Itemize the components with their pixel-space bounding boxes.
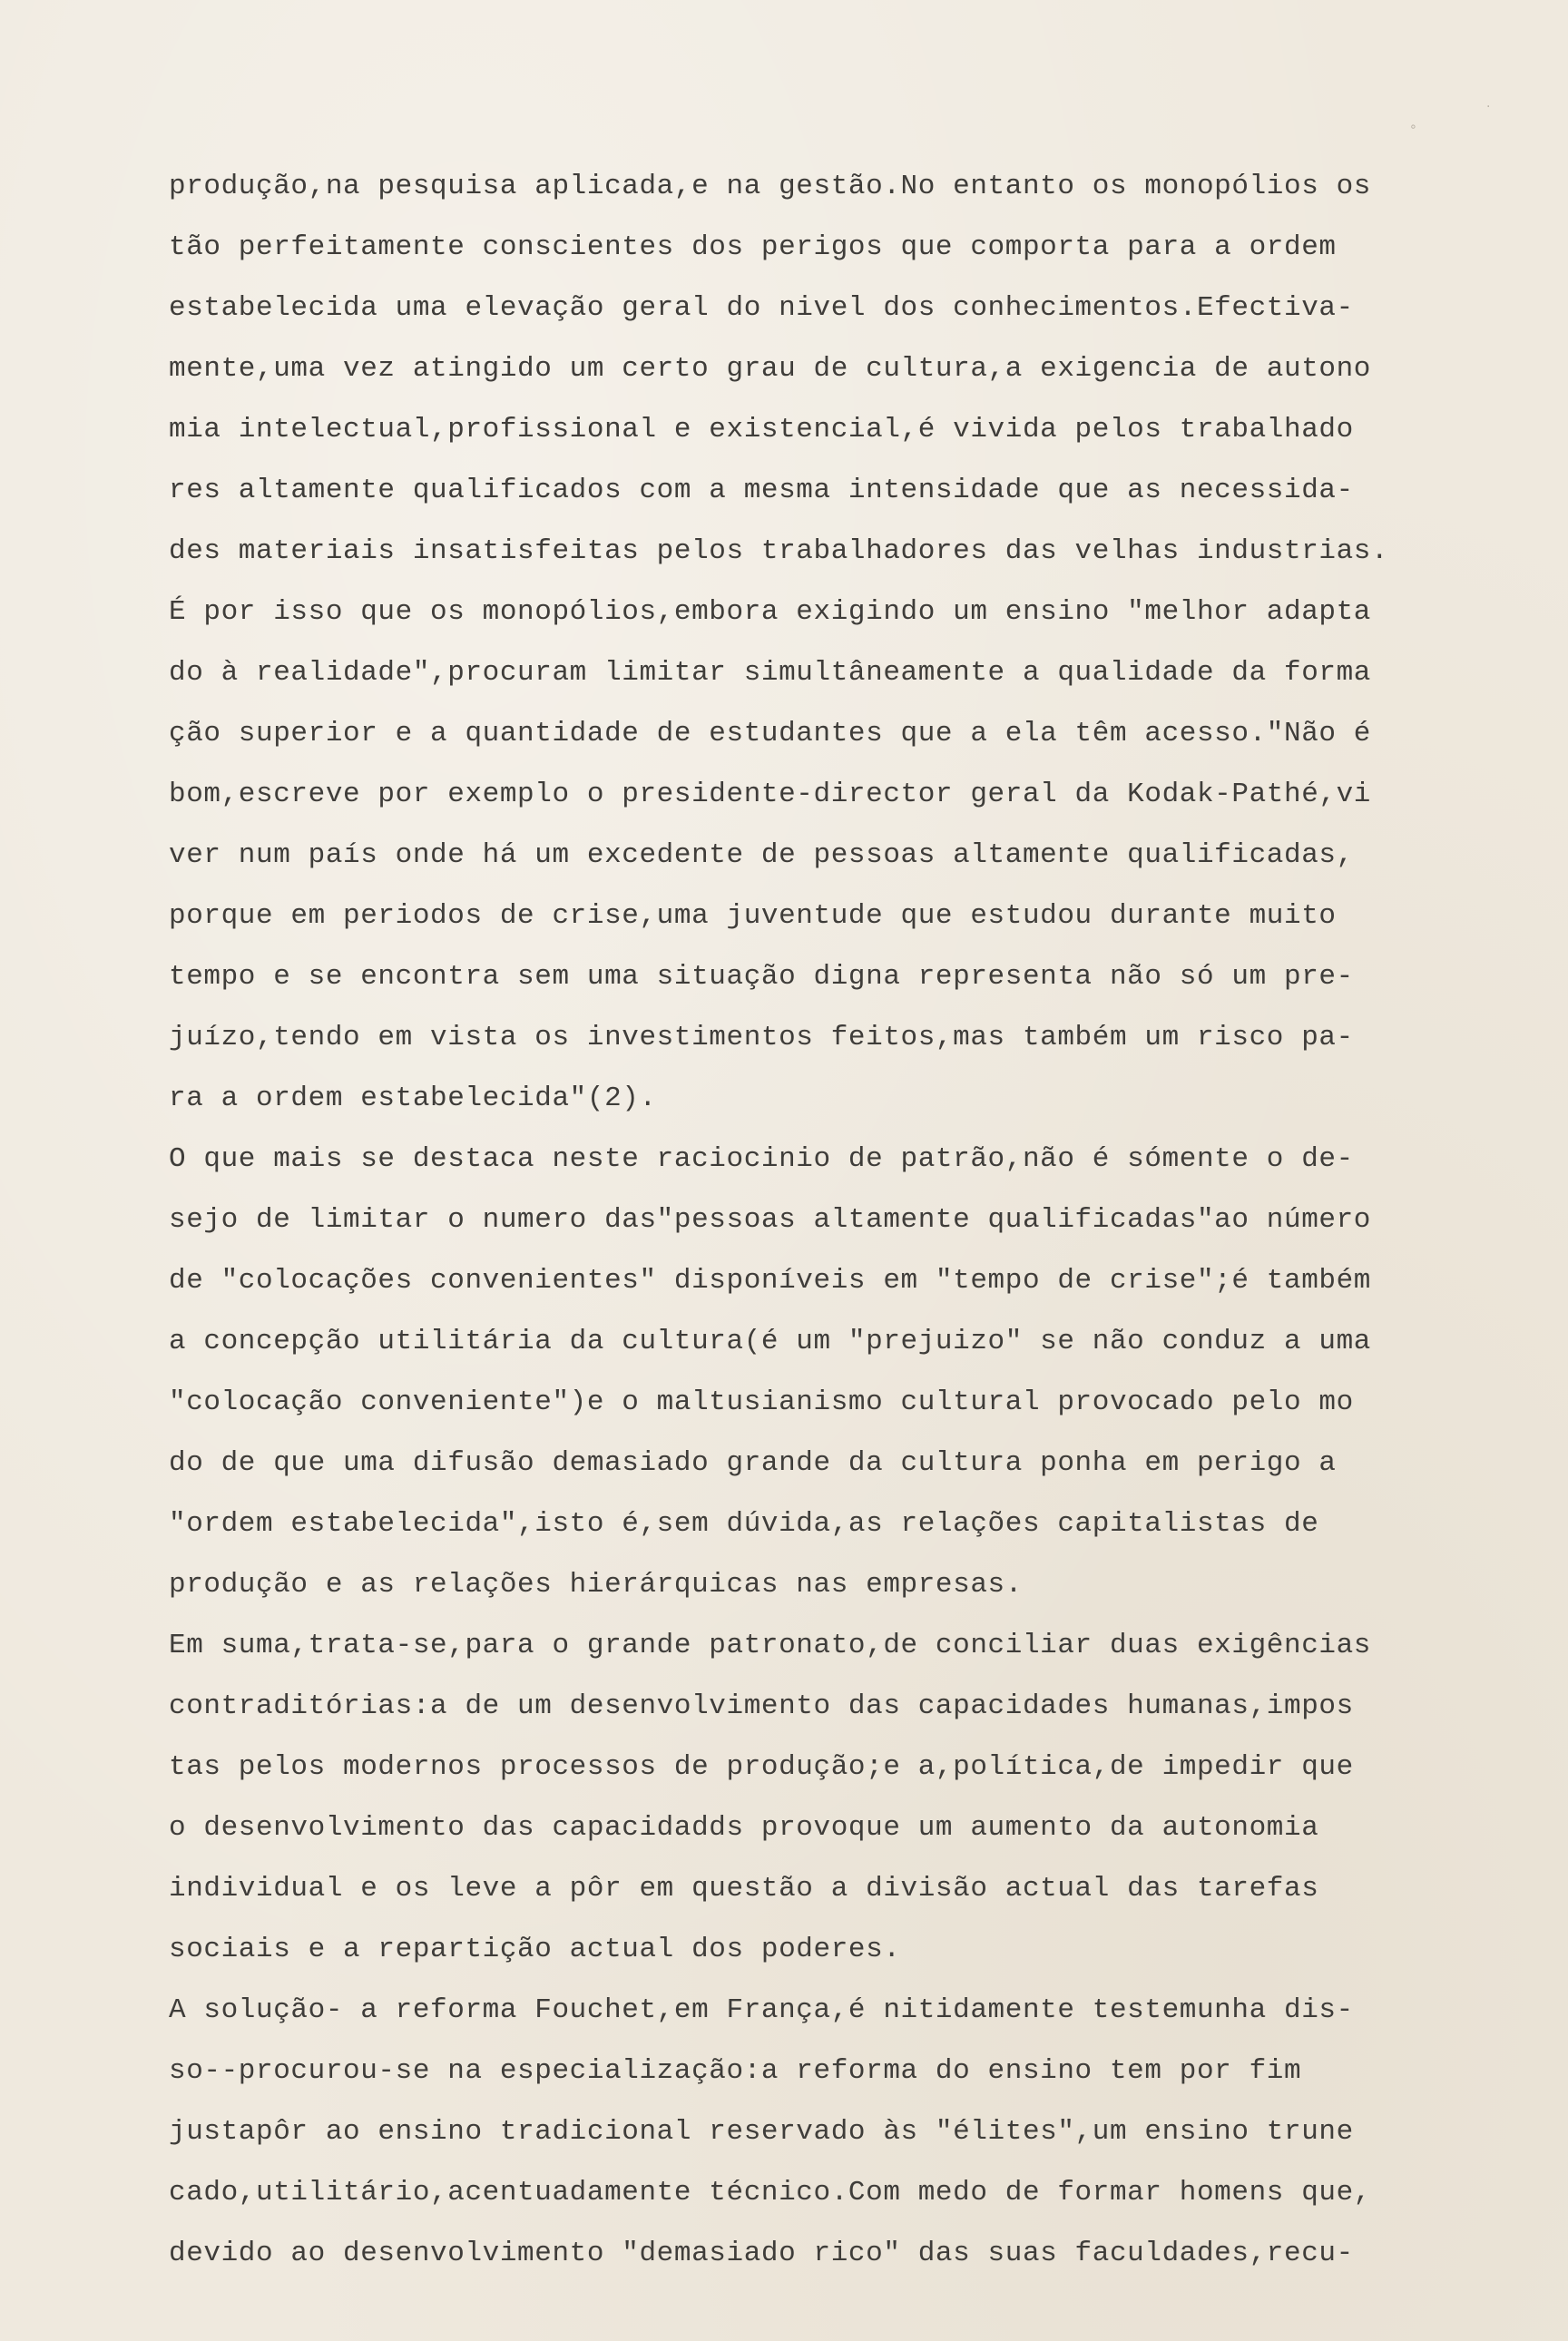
- text-line: do à realidade",procuram limitar simultâneamente a qualidade da forma: [169, 657, 1372, 689]
- text-line: tas pelos modernos processos de produção;e a,política,de impedir que: [169, 1751, 1354, 1783]
- text-line: res altamente qualificados com a mesma intensidade que as necessida-: [169, 475, 1354, 506]
- text-line: porque em periodos de crise,uma juventude que estudou durante muito: [169, 900, 1337, 932]
- text-line: justapôr ao ensino tradicional reservado às "élites",um ensino trune: [169, 2116, 1354, 2148]
- text-line: tempo e se encontra sem uma situação digna representa não só um pre-: [169, 961, 1354, 993]
- text-line: produção,na pesquisa aplicada,e na gestão.No entanto os monopólios os: [169, 171, 1372, 202]
- text-line: cado,utilitário,acentuadamente técnico.Com medo de formar homens que,: [169, 2177, 1372, 2209]
- text-line: do de que uma difusão demasiado grande da cultura ponha em perigo a: [169, 1447, 1337, 1479]
- text-line: sociais e a repartição actual dos poderes.: [169, 1934, 901, 1965]
- text-line: ção superior e a quantidade de estudantes que a ela têm acesso."Não é: [169, 718, 1372, 749]
- text-line: sejo de limitar o numero das"pessoas altamente qualificadas"ao número: [169, 1204, 1372, 1236]
- text-line: contraditórias:a de um desenvolvimento das capacidades humanas,impos: [169, 1690, 1354, 1722]
- body-text: [169, 156, 1430, 2284]
- text-line: bom,escreve por exemplo o presidente-director geral da Kodak-Pathé,vi: [169, 779, 1372, 810]
- text-line: O que mais se destaca neste raciocinio de patrão,não é sómente o de-: [169, 1143, 1354, 1175]
- text-line: produção e as relações hierárquicas nas empresas.: [169, 1569, 1023, 1601]
- text-line: so--procurou-se na especialização:a reforma do ensino tem por fim: [169, 2055, 1302, 2087]
- text-line: juízo,tendo em vista os investimentos feitos,mas também um risco pa-: [169, 1022, 1354, 1053]
- text-line: "ordem estabelecida",isto é,sem dúvida,as relações capitalistas de: [169, 1508, 1319, 1540]
- text-line: É por isso que os monopólios,embora exigindo um ensino "melhor adapta: [169, 596, 1372, 628]
- text-line: de "colocações convenientes" disponíveis em "tempo de crise";é também: [169, 1265, 1372, 1297]
- text-line: mia intelectual,profissional e existencial,é vivida pelos trabalhado: [169, 414, 1354, 446]
- text-line: Em suma,trata-se,para o grande patronato,de conciliar duas exigências: [169, 1630, 1372, 1661]
- text-line: devido ao desenvolvimento "demasiado rico" das suas faculdades,recu-: [169, 2238, 1354, 2269]
- text-line: mente,uma vez atingido um certo grau de cultura,a exigencia de autono: [169, 353, 1372, 385]
- text-line: ra a ordem estabelecida"(2).: [169, 1082, 657, 1114]
- text-line: ver num país onde há um excedente de pessoas altamente qualificadas,: [169, 839, 1354, 871]
- text-line: "colocação conveniente")e o maltusianismo cultural provocado pelo mo: [169, 1386, 1354, 1418]
- text-line: des materiais insatisfeitas pelos trabalhadores das velhas industrias.: [169, 535, 1389, 567]
- text-line: tão perfeitamente conscientes dos perigos que comporta para a ordem: [169, 231, 1337, 263]
- paper-speck: ·: [1486, 100, 1491, 114]
- text-line: o desenvolvimento das capacidadds provoque um aumento da autonomia: [169, 1812, 1319, 1844]
- text-line: a concepção utilitária da cultura(é um "prejuizo" se não conduz a uma: [169, 1326, 1372, 1357]
- paper-speck: ∘: [1409, 120, 1417, 134]
- text-line: estabelecida uma elevação geral do nivel dos conhecimentos.Efectiva-: [169, 292, 1354, 324]
- text-line: individual e os leve a pôr em questão a divisão actual das tarefas: [169, 1873, 1319, 1905]
- text-line: A solução- a reforma Fouchet,em França,é nitidamente testemunha dis-: [169, 1994, 1354, 2026]
